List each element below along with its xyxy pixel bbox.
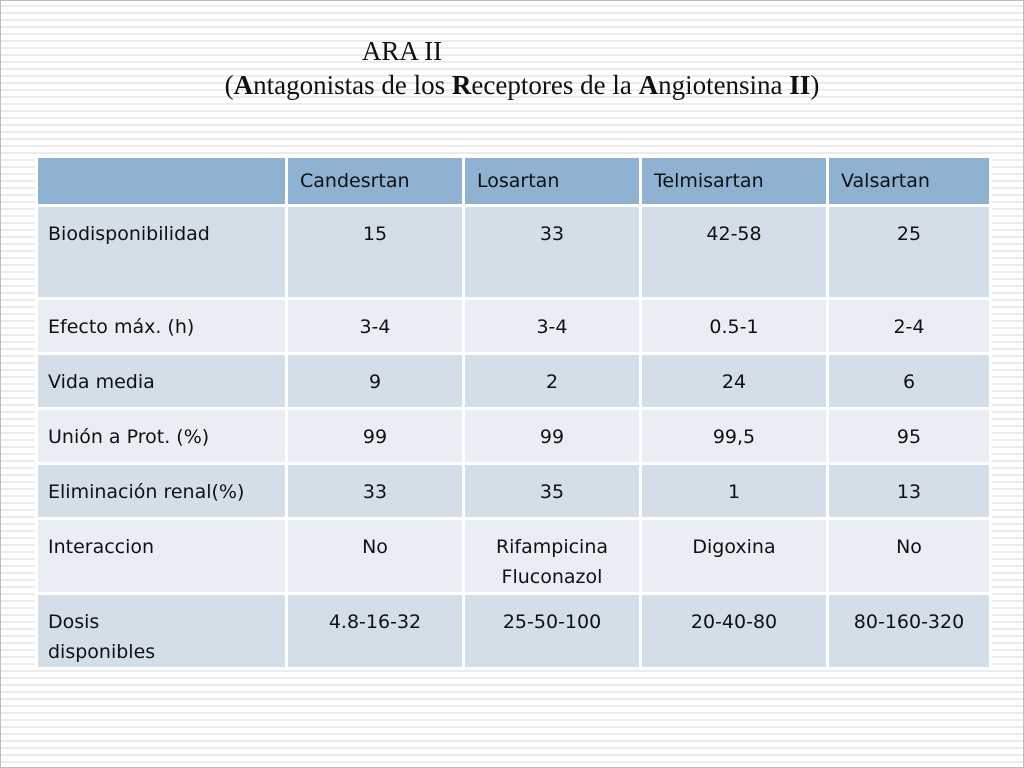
cell-text: Rifampicina [495,536,609,558]
table-cell [464,354,641,409]
cell-text: 2-4 [893,316,925,338]
cell-text: 20-40-80 [690,611,778,633]
cell-text: 0.5-1 [709,316,759,338]
header-cell-candesrtan: Candesrtan [287,157,464,206]
table-cell [641,206,828,299]
row-label-text: disponibles [48,641,156,663]
table-cell [287,206,464,299]
title-part: ( [224,70,234,100]
title-part-bold: R [451,70,472,100]
row-label [37,464,287,519]
cell-text: 2 [545,371,559,393]
cell-text: Digoxina [692,536,776,558]
cell-text: 25 [896,223,922,245]
cell-text: 3-4 [359,316,391,338]
row-label-text: Vida media [48,371,155,393]
table-row [37,299,991,354]
table-cell [828,206,991,299]
cell-text: 33 [362,481,388,503]
cell-text: No [362,536,388,558]
table-cell [828,594,991,669]
cell-text: 99,5 [712,426,756,448]
title-part-bold: II [789,70,811,100]
table-cell [828,519,991,594]
title-part-bold: A [233,70,254,100]
title-part-bold: A [638,70,659,100]
slide-title [0,34,1024,102]
cell-text: 25-50-100 [502,611,602,633]
header-cell-valsartan: Valsartan [828,157,991,206]
table-row [37,594,991,669]
table-cell [464,409,641,464]
cell-text: 95 [896,426,922,448]
table-row [37,354,991,409]
cell-text: 24 [721,371,747,393]
cell-text: No [896,536,922,558]
row-label-text: Eliminación renal(%) [48,481,245,503]
table-cell [287,594,464,669]
title-line-2 [10,68,1024,102]
ara-comparison-table [35,155,992,670]
table-cell [641,299,828,354]
row-label [37,519,287,594]
table-cell [464,519,641,594]
title-part: ngiotensina [658,70,790,100]
table-cell [828,354,991,409]
table-cell [287,464,464,519]
table-cell [287,409,464,464]
table-row [37,464,991,519]
cell-text: 15 [362,223,388,245]
cell-text: 99 [539,426,565,448]
table-header-row [37,157,991,206]
table-cell [464,299,641,354]
row-label [37,409,287,464]
cell-text: 13 [896,481,922,503]
table-cell [287,519,464,594]
table-cell [641,594,828,669]
row-label-text: Efecto máx. (h) [48,316,195,338]
table-row [37,519,991,594]
cell-text: 6 [902,371,916,393]
table-row [37,206,991,299]
cell-text: 4.8-16-32 [328,611,422,633]
table-cell [464,464,641,519]
row-label-text: Dosis [48,611,100,633]
row-label-text: Unión a Prot. (%) [48,426,210,448]
row-label-text: Biodisponibilidad [48,223,210,245]
title-part: eceptores de la [471,70,639,100]
table-cell [287,354,464,409]
row-label [37,354,287,409]
cell-text: 3-4 [536,316,568,338]
table-cell [641,464,828,519]
cell-text: 9 [368,371,382,393]
table-cell [641,409,828,464]
table-row [37,409,991,464]
table-cell [641,519,828,594]
table-cell [287,299,464,354]
table-cell [464,594,641,669]
cell-text: 42-58 [706,223,762,245]
row-label [37,299,287,354]
title-line-1: ARA II [361,36,443,66]
header-cell-losartan: Losartan [464,157,641,206]
title-part: ntagonistas de los [253,70,452,100]
table-cell [828,464,991,519]
row-label-text: Interaccion [48,536,155,558]
title-part: ) [810,70,820,100]
cell-text: 1 [727,481,741,503]
cell-text: 35 [539,481,565,503]
row-label [37,206,287,299]
table-cell [828,409,991,464]
row-label [37,594,287,669]
header-cell-empty [37,157,287,206]
table-cell [641,354,828,409]
cell-text: 80-160-320 [853,611,965,633]
cell-text: Fluconazol [501,566,603,588]
header-cell-telmisartan: Telmisartan [641,157,828,206]
cell-text: 99 [362,426,388,448]
table-cell [464,206,641,299]
cell-text: 33 [539,223,565,245]
table-cell [828,299,991,354]
